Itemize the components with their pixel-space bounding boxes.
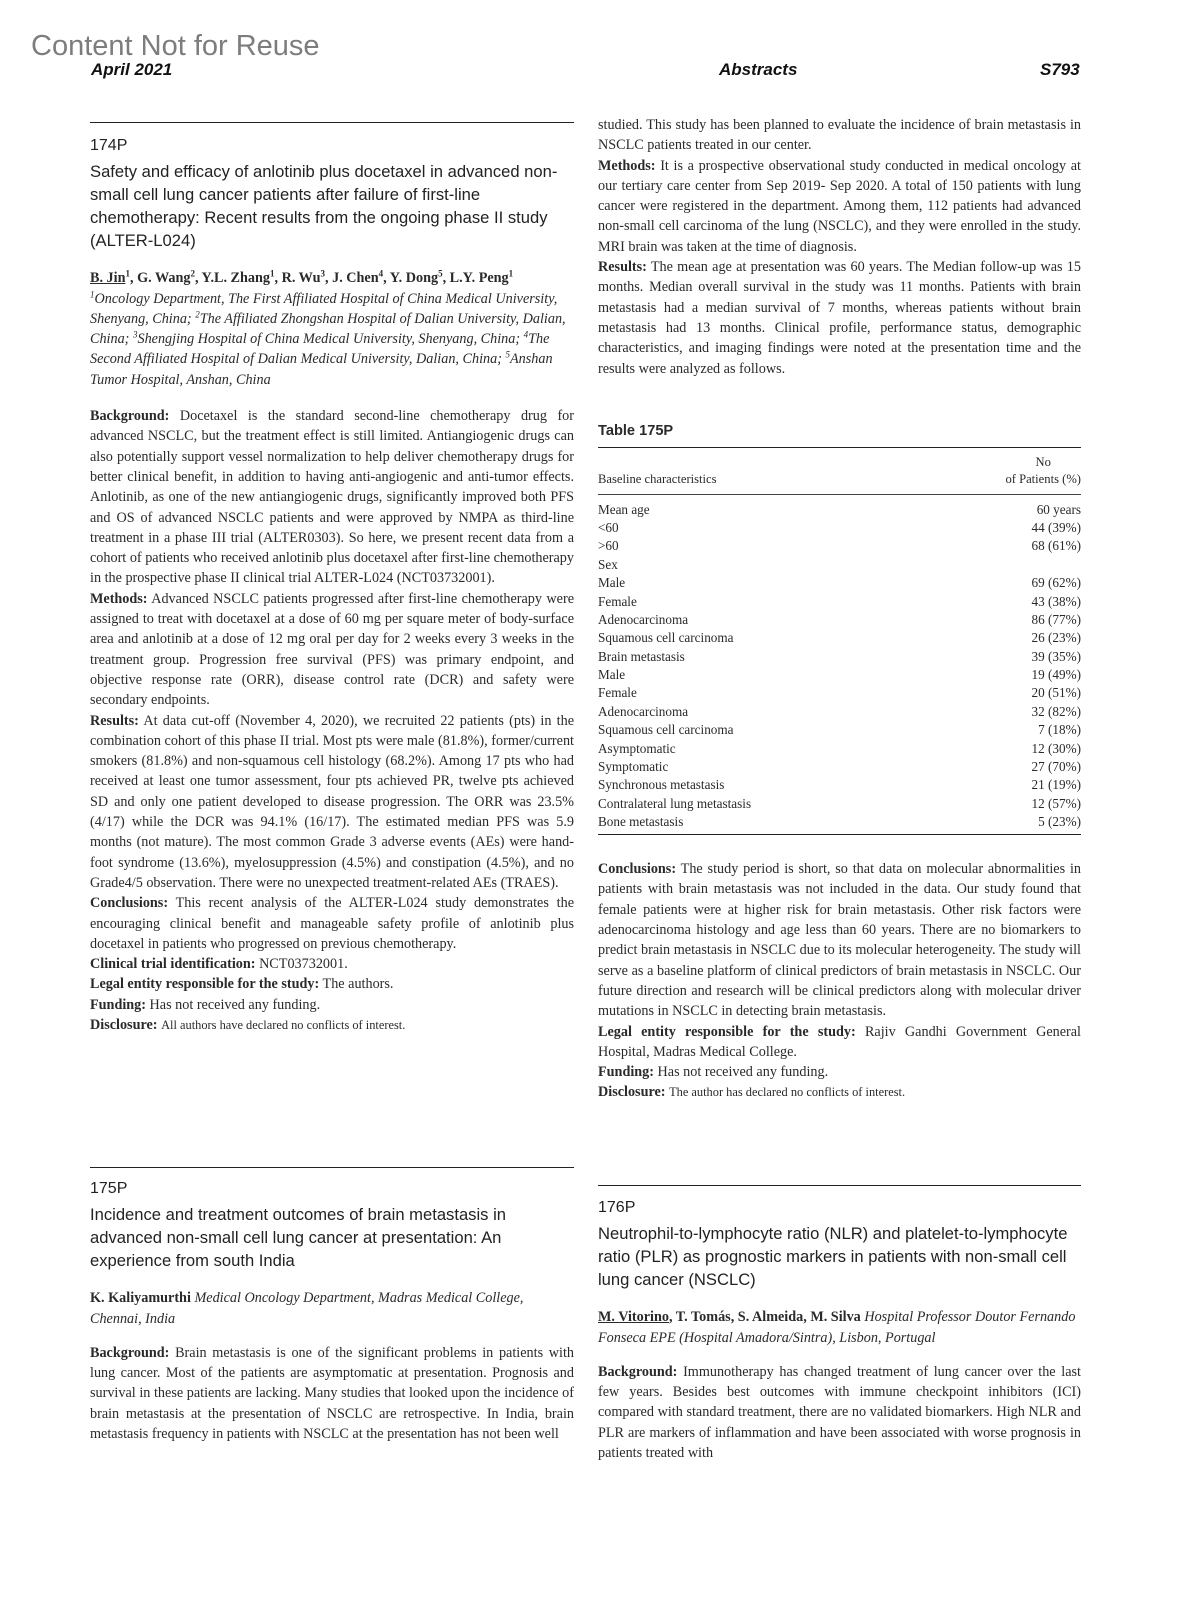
table-cell-value: 26 (23%) bbox=[1031, 630, 1081, 646]
table-caption: Table 175P bbox=[598, 422, 674, 439]
abstract-title: Incidence and treatment outcomes of brain metastasis in advanced non-small cell lung cancer at presentation: An experience from south India bbox=[90, 1205, 506, 1271]
table-row bbox=[598, 610, 1081, 628]
abstract-title: Safety and efficacy of anlotinib plus docetaxel in advanced non-small cell lung cancer patients after failure of first-line chemotherapy: Recent results from the ongoing phase II study (ALTER-L024) bbox=[90, 162, 558, 251]
legal-entity-text: The authors. bbox=[322, 976, 394, 993]
section-label: Methods: bbox=[598, 157, 656, 174]
trial-id-line bbox=[90, 954, 574, 974]
table-cell-value bbox=[963, 554, 1081, 572]
watermark: Content Not for Reuse bbox=[31, 30, 320, 62]
disclosure-line bbox=[598, 1082, 1081, 1102]
conclusions-paragraph bbox=[90, 893, 574, 954]
table-175p bbox=[598, 421, 1081, 835]
abstract-174p bbox=[90, 136, 574, 1035]
author-sup: 4 bbox=[378, 268, 384, 279]
disclosure-text: All authors have declared no conflicts of interest. bbox=[161, 1017, 406, 1032]
table-cell-characteristic: Male bbox=[598, 667, 626, 683]
table-header-no: No bbox=[1035, 455, 1051, 470]
disclosure-text: The author has declared no conflicts of interest. bbox=[669, 1085, 906, 1100]
section-label: Background: bbox=[598, 1363, 678, 1380]
table-header-patients bbox=[1005, 454, 1081, 488]
table-cell-value: 39 (35%) bbox=[1031, 648, 1081, 664]
table-row bbox=[598, 646, 1081, 664]
affiliation: Hospital Professor Doutor Fernando Fonseca EPE (Hospital Amadora/Sintra), Lisbon, Portugal bbox=[598, 1309, 1076, 1346]
header-section: Abstracts bbox=[719, 60, 798, 79]
table-cell-value: 43 (38%) bbox=[1031, 593, 1081, 609]
table-row bbox=[598, 536, 1081, 554]
table-cell-value: 7 (18%) bbox=[1038, 722, 1081, 738]
section-label: Clinical trial identification: bbox=[90, 956, 256, 973]
background-paragraph bbox=[90, 406, 574, 589]
abstract-175p-continued bbox=[598, 115, 1081, 1103]
aff-sup: 2 bbox=[195, 309, 200, 320]
affiliation: Oncology Department, The First Affiliated Hospital of China Medical University, Shenyang, China; bbox=[90, 290, 558, 327]
author: G. Wang bbox=[137, 270, 191, 287]
table-row bbox=[598, 720, 1081, 738]
methods-text: It is a prospective observational study conducted in medical oncology at our tertiary care center from Sep 2019- Sep 2020. A total of 150 patients with lung cancer were registered in the department. Among them, 112 patients had advanced non-small cell carcinoma of the lung (NSCLC), and they were enrolled in the study. MRI brain was taken at the time of diagnosis. bbox=[598, 157, 1082, 255]
table-cell-characteristic: Sex bbox=[598, 556, 618, 572]
methods-text: Advanced NSCLC patients progressed after first-line chemotherapy were assigned to treat with docetaxel at a dose of 60 mg per square meter of body-surface area and anlotinib at a dose of 12 mg oral per day for 2 weeks every 3 weeks in the treatment group. Progression free survival (PFS) was primary endpoint, and objective response rate (ORR), disease control rate (DCR) and safety were secondary endpoints. bbox=[90, 590, 574, 709]
author: R. Wu bbox=[281, 270, 321, 287]
aff-sup: 5 bbox=[505, 349, 510, 360]
table-cell-characteristic: Bone metastasis bbox=[598, 814, 684, 830]
table-row bbox=[598, 665, 1081, 683]
abstract-number: 176P bbox=[598, 1199, 636, 1216]
background-text: Brain metastasis is one of the significant problems in patients with lung cancer. Most of the patients are asymptomatic at presentation. Prognosis and survival in these patients are lacking. Many studies that looked upon the incidence of brain metastasis at the presentation of NSCLC are retrospective. In India, brain metastasis frequency in patients with NSCLC at the presentation has not been well bbox=[90, 1344, 575, 1443]
results-text: At data cut-off (November 4, 2020), we recruited 22 patients (pts) in the combination cohort of this phase II trial. Most pts were male (81.8%), former/current smokers (81.8%) and non-squamous cell histology (68.2%). Among 17 pts who had received at least one tumor assessment, four pts achieved PR, twelve pts achieved SD and only one patient developed to disease progression. The ORR was 23.5% (4/17) while the DCR was 94.1% (16/17). The estimated median PFS was 5.9 months (not mature). The most common Grade 3 adverse events (AEs) were hand-foot syndrome (13.6%), myelosuppression (4.5%) and constipation (4.5%), and no Grade4/5 observation. There were no unexpected treatment-related AEs (TRAES). bbox=[90, 712, 574, 891]
author: Y. Dong bbox=[389, 270, 439, 287]
section-label: Disclosure: bbox=[90, 1016, 158, 1033]
table-cell-characteristic: Female bbox=[598, 593, 637, 609]
background-text: Docetaxel is the standard second-line chemotherapy drug for advanced NSCLC, but the treatment effect is still limited. Antiangiogenic drugs can also potentially support vessel normalization to help deliver chemotherapy drugs for better clinical benefit, in addition to having anti-angiogenic and anti-tumor effects. Anlotinib, as one of the new antiangiogenic drugs, significantly improved both PFS and OS of advanced NSCLC patients and were approved by NMPA as third-line treatment in a phase III trial (ALTER0303). So here, we present recent data from a cohort of patients who received anlotinib plus docetaxel after first-line chemotherapy in the prospective phase II clinical trial ALTER-L024 (NCT03732001). bbox=[90, 408, 575, 587]
table-row bbox=[598, 757, 1081, 775]
author-list bbox=[90, 1288, 574, 1329]
table-cell-value: 44 (39%) bbox=[1031, 519, 1081, 535]
trial-id-text: NCT03732001. bbox=[259, 956, 348, 973]
funding-text: Has not received any funding. bbox=[657, 1064, 829, 1081]
section-label: Legal entity responsible for the study: bbox=[598, 1023, 856, 1040]
aff-sup: 1 bbox=[90, 288, 95, 299]
author-sup: 5 bbox=[438, 268, 443, 279]
background-paragraph bbox=[598, 1362, 1081, 1463]
table-row bbox=[598, 499, 1081, 517]
section-label: Conclusions: bbox=[598, 861, 677, 878]
table-row bbox=[598, 793, 1081, 811]
author-sup: 3 bbox=[320, 268, 325, 279]
table-row bbox=[598, 554, 1081, 572]
abstract-body bbox=[90, 1343, 574, 1444]
table-cell-characteristic: Asymptomatic bbox=[598, 740, 676, 756]
section-label: Background: bbox=[90, 408, 170, 425]
table-cell-characteristic: <60 bbox=[598, 519, 619, 535]
table-cell-value: 27 (70%) bbox=[1031, 759, 1081, 775]
table-cell-value: 12 (30%) bbox=[1031, 740, 1081, 756]
table-row bbox=[598, 812, 1081, 830]
table-cell-characteristic: Adenocarcinoma bbox=[598, 611, 689, 627]
table-cell-value: 21 (19%) bbox=[1031, 777, 1081, 793]
table-row bbox=[598, 518, 1081, 536]
divider bbox=[90, 122, 574, 123]
table-cell-characteristic: Squamous cell carcinoma bbox=[598, 630, 734, 646]
author-sup: 1 bbox=[125, 268, 130, 279]
legal-entity-text: Rajiv Gandhi Government General Hospital, Madras Medical College. bbox=[598, 1023, 1081, 1060]
table-header bbox=[598, 448, 1081, 494]
table-cell-value: 68 (61%) bbox=[1031, 538, 1081, 554]
conclusions-paragraph bbox=[598, 859, 1081, 1021]
funding-line bbox=[90, 995, 574, 1015]
background-continued bbox=[598, 115, 1081, 156]
author-sup: 2 bbox=[190, 268, 195, 279]
table-row bbox=[598, 628, 1081, 646]
author: K. Kaliyamurthi bbox=[90, 1290, 191, 1307]
author: Y.L. Zhang bbox=[201, 270, 270, 287]
section-label: Conclusions: bbox=[90, 895, 169, 912]
table-cell-value: 5 (23%) bbox=[1038, 814, 1081, 830]
table-cell-characteristic: Male bbox=[598, 575, 626, 591]
table-cell-value: 32 (82%) bbox=[1031, 703, 1081, 719]
table-cell-value: 20 (51%) bbox=[1031, 685, 1081, 701]
table-row bbox=[598, 701, 1081, 719]
table-cell-characteristic: Adenocarcinoma bbox=[598, 703, 689, 719]
section-label: Disclosure: bbox=[598, 1084, 666, 1101]
table-row bbox=[598, 683, 1081, 701]
section-label: Funding: bbox=[598, 1064, 654, 1081]
funding-line bbox=[598, 1062, 1081, 1082]
table-cell-value: 86 (77%) bbox=[1031, 611, 1081, 627]
table-cell-characteristic: Contralateral lung metastasis bbox=[598, 795, 752, 811]
results-paragraph bbox=[90, 711, 574, 894]
table-cell-value: 69 (62%) bbox=[1031, 575, 1081, 591]
author: L.Y. Peng bbox=[449, 270, 509, 287]
table-cell-value: 19 (49%) bbox=[1031, 667, 1081, 683]
affiliations bbox=[90, 288, 566, 388]
abstract-body bbox=[598, 115, 1081, 379]
table-row bbox=[598, 573, 1081, 591]
table-cell-characteristic: Mean age bbox=[598, 501, 650, 517]
legal-entity-line bbox=[90, 974, 574, 994]
abstract-176p bbox=[598, 1198, 1081, 1463]
affiliation: The Affiliated Zhongshan Hospital of Dalian University, Dalian, China; bbox=[90, 310, 566, 348]
section-label: Legal entity responsible for the study: bbox=[90, 976, 320, 993]
table-cell-value: 12 (57%) bbox=[1031, 795, 1081, 811]
author: J. Chen bbox=[332, 270, 379, 287]
affiliation: The Second Affiliated Hospital of Dalian Medical University, Dalian, China; bbox=[90, 331, 550, 368]
author: M. Vitorino bbox=[598, 1309, 669, 1326]
conclusions-text: This recent analysis of the ALTER-L024 study demonstrates the encouraging clinical benefit and manageable safety profile of anlotinib plus docetaxel in patients who progressed on previous chemotherapy. bbox=[90, 895, 574, 952]
aff-sup: 3 bbox=[132, 329, 138, 340]
abstract-body-end bbox=[598, 859, 1081, 1103]
divider bbox=[90, 1167, 574, 1168]
table-cell-characteristic: >60 bbox=[598, 538, 619, 554]
section-label: Results: bbox=[90, 712, 139, 729]
affiliation: Medical Oncology Department, Madras Medical College, Chennai, India bbox=[90, 1290, 524, 1327]
header-date: April 2021 bbox=[91, 60, 173, 79]
section-label: Funding: bbox=[90, 996, 146, 1013]
section-label: Methods: bbox=[90, 590, 148, 607]
section-label: Results: bbox=[598, 259, 647, 276]
methods-paragraph bbox=[598, 156, 1081, 257]
header-page-number: S793 bbox=[1040, 60, 1080, 79]
author-sup: 1 bbox=[508, 268, 514, 279]
section-label: Background: bbox=[90, 1344, 170, 1361]
results-text: The mean age at presentation was 60 years. The Median follow-up was 15 months. Median overall survival in the study was 11 months. Patients with brain metastasis had a median survival of 7 months, whereas patients without brain metastasis had 13 months. Clinical profile, performance status, demographic characteristics, and imaging findings were noted at the presentation time and the results were analyzed as follows. bbox=[598, 259, 1081, 377]
author: , T. Tomás, S. Almeida, M. Silva bbox=[668, 1309, 861, 1326]
abstract-175p bbox=[90, 1179, 574, 1444]
funding-text: Has not received any funding. bbox=[149, 996, 321, 1013]
author-list bbox=[598, 1307, 1081, 1348]
affiliation: Anshan Tumor Hospital, Anshan, China bbox=[90, 351, 553, 388]
table-cell-characteristic: Symptomatic bbox=[598, 759, 669, 775]
affiliation: Shengjing Hospital of China Medical University, Shenyang, China; bbox=[137, 331, 521, 348]
table-row bbox=[598, 591, 1081, 609]
methods-paragraph bbox=[90, 589, 574, 711]
abstract-title: Neutrophil-to-lymphocyte ratio (NLR) and platelet-to-lymphocyte ratio (PLR) as prognostic markers in patients with non-small cell lung cancer (NSCLC) bbox=[598, 1224, 1068, 1290]
data-table bbox=[598, 499, 1081, 830]
abstract-body bbox=[90, 406, 574, 1035]
table-header-characteristics: Baseline characteristics bbox=[598, 472, 717, 487]
table-cell-characteristic: Brain metastasis bbox=[598, 648, 685, 664]
conclusions-text: The study period is short, so that data on molecular abnormalities in patients with brain metastasis was not included in the data. Our study found that female patients were at higher risk for brain metastasis. Other risk factors were adenocarcinoma histology and age less than 60 years. There are no biomarkers to predict brain metastasis in NSCLC due to its molecular heterogeneity. The study will serve as a baseline platform of clinical predictors of brain metastasis in NSCLC. Our future direction and research will be clinical predictors along with molecular driver mutations in NSCLC in detecting brain metastasis. bbox=[598, 861, 1081, 1020]
author-list: B. Jin$^1$, G. Wang$^2$, Y.L. Zhang$^1$, R. Wu$^3$, J. Chen$^4$, Y. Dong$^5$, L.Y. Peng$^1$ $^1$Oncology Department, The First Affiliated Hospital of China Medical University, Shenyang, China; $^2$The Affiliated Zhongshan Hospital of Dalian University, Dalian, China; $^3$Shengjing Hospital of China Medical University, Shenyang, China; $^4$The Second Affiliated Hospital of Dalian Medical University, Dalian, China; $^5$Anshan Tumor Hospital, Anshan, China bbox=[90, 268, 566, 388]
author-sup: 1 bbox=[270, 268, 275, 279]
table-header-pct: of Patients (%) bbox=[1005, 472, 1081, 487]
results-paragraph bbox=[598, 257, 1081, 379]
abstract-number: 174P bbox=[90, 137, 128, 154]
background-text: Immunotherapy has changed treatment of lung cancer over the last few years. Besides best outcomes with immune checkpoint inhibitors (ICI) compared with standard treatment, there are no validated biomarkers. High NLR and PLR are markers of inflammation and have been associated with worse prognosis in patients treated with bbox=[598, 1363, 1081, 1462]
author: B. Jin bbox=[90, 270, 126, 287]
background-text: studied. This study has been planned to evaluate the incidence of brain metastasis in NSCLC patients treated in our center. bbox=[598, 117, 1081, 154]
background-paragraph bbox=[90, 1343, 574, 1444]
abstract-number: 175P bbox=[90, 1180, 128, 1197]
table-cell-value: 60 years bbox=[1036, 501, 1081, 517]
table-row bbox=[598, 738, 1081, 756]
table-cell-characteristic: Female bbox=[598, 685, 637, 701]
table-cell-characteristic: Synchronous metastasis bbox=[598, 777, 725, 793]
table-row bbox=[598, 775, 1081, 793]
divider bbox=[598, 1185, 1081, 1186]
disclosure-line bbox=[90, 1015, 574, 1035]
abstract-body bbox=[598, 1362, 1081, 1463]
table-cell-characteristic: Squamous cell carcinoma bbox=[598, 722, 734, 738]
legal-entity-line bbox=[598, 1022, 1081, 1063]
aff-sup: 4 bbox=[523, 329, 529, 340]
